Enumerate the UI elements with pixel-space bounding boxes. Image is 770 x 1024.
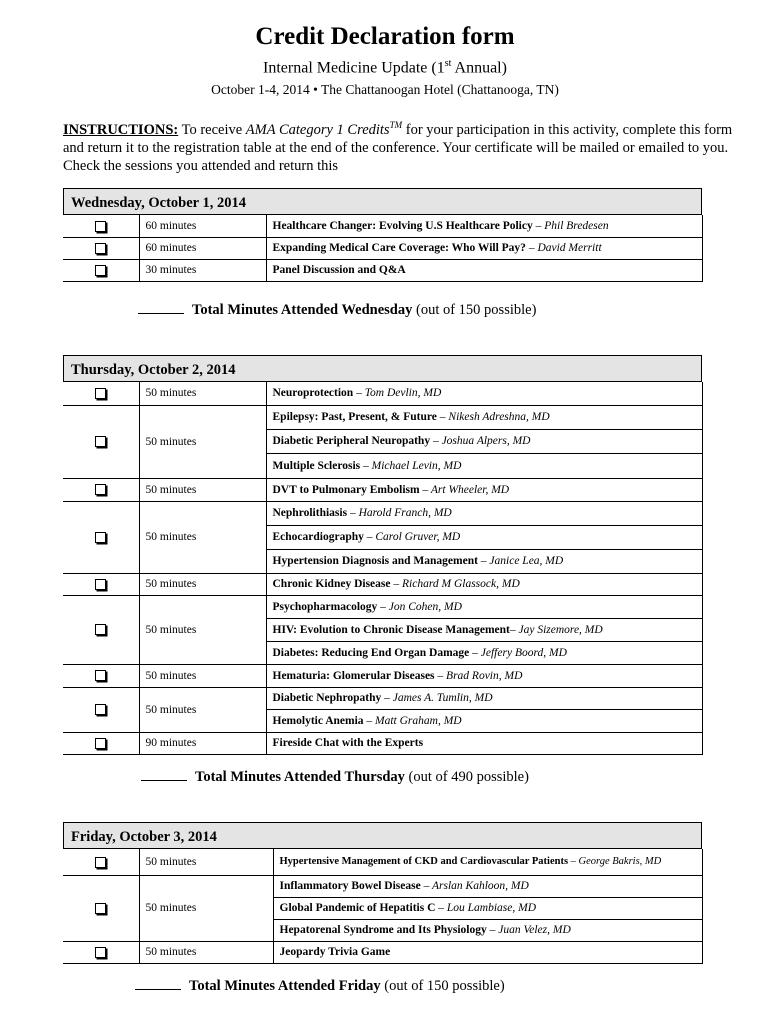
session-minutes: 50 minutes [139, 875, 273, 941]
session-minutes: 50 minutes [139, 687, 266, 732]
total-wednesday-blank[interactable] [138, 301, 184, 314]
session-minutes: 50 minutes [139, 573, 266, 595]
session-title: Echocardiography – Carol Gruver, MD [266, 525, 702, 549]
session-title: HIV: Evolution to Chronic Disease Management– Jay Sizemore, MD [266, 618, 702, 641]
session-minutes: 90 minutes [139, 732, 266, 754]
session-row [63, 259, 702, 281]
session-minutes: 50 minutes [139, 941, 273, 963]
session-minutes: 50 minutes [139, 501, 266, 573]
session-minutes: 50 minutes [139, 595, 266, 664]
session-title: Expanding Medical Care Coverage: Who Will Pay? – David Merritt [266, 237, 702, 259]
instructions-label: INSTRUCTIONS: [63, 121, 179, 138]
total-friday: Total Minutes Attended Friday (out of 150 possible) [135, 977, 505, 995]
event-dateline: October 1-4, 2014 • The Chattanoogan Hotel (Chattanooga, TN) [211, 82, 559, 97]
session-row [63, 237, 702, 259]
session-title: Hemolytic Anemia – Matt Graham, MD [266, 709, 702, 732]
form-subtitle: Internal Medicine Update (1st Annual) [263, 58, 507, 77]
session-row [63, 732, 702, 754]
session-title: DVT to Pulmonary Embolism – Art Wheeler, MD [266, 478, 702, 501]
session-minutes: 50 minutes [139, 849, 273, 875]
session-checkbox[interactable] [95, 857, 106, 868]
session-title: Panel Discussion and Q&A [266, 259, 702, 281]
session-checkbox[interactable] [95, 265, 106, 276]
session-title: Fireside Chat with the Experts [266, 732, 702, 754]
friday-sessions-table [63, 849, 703, 964]
session-checkbox[interactable] [95, 243, 106, 254]
instructions: INSTRUCTIONS: To receive AMA Category 1 Credits™ for your participation in this activity, complete this form and return it to the registration table at the end of the conference. Your certificate will be mailed or emailed to you. Check the sessions you attended and return this [63, 120, 733, 174]
session-checkbox[interactable] [95, 388, 106, 399]
session-checkbox[interactable] [95, 484, 106, 495]
session-row [63, 875, 702, 897]
session-minutes: 60 minutes [139, 237, 266, 259]
session-row [63, 405, 702, 429]
session-minutes: 50 minutes [139, 382, 266, 405]
session-checkbox[interactable] [95, 221, 106, 232]
session-title: Epilepsy: Past, Present, & Future – Nikesh Adreshna, MD [266, 405, 702, 429]
total-wednesday: Total Minutes Attended Wednesday (out of 150 possible) [138, 301, 536, 319]
session-minutes: 60 minutes [139, 215, 266, 237]
session-row [63, 595, 702, 618]
session-title: Chronic Kidney Disease – Richard M Glassock, MD [266, 573, 702, 595]
session-minutes: 50 minutes [139, 478, 266, 501]
session-row [63, 687, 702, 709]
session-row [63, 941, 702, 963]
day-header-thursday: Thursday, October 2, 2014 [63, 355, 702, 382]
session-title: Psychopharmacology – Jon Cohen, MD [266, 595, 702, 618]
day-header-friday: Friday, October 3, 2014 [63, 822, 702, 849]
form-title: Credit Declaration form [255, 23, 515, 50]
session-title: Hepatorenal Syndrome and Its Physiology – Juan Velez, MD [273, 919, 702, 941]
session-title: Healthcare Changer: Evolving U.S Healthcare Policy – Phil Bredesen [266, 215, 702, 237]
session-row [63, 478, 702, 501]
session-title: Diabetic Peripheral Neuropathy – Joshua Alpers, MD [266, 429, 702, 453]
session-row [63, 382, 702, 405]
session-row [63, 501, 702, 525]
session-row [63, 215, 702, 237]
session-row [63, 573, 702, 595]
session-checkbox[interactable] [95, 704, 106, 715]
total-thursday: Total Minutes Attended Thursday (out of 490 possible) [141, 768, 529, 786]
session-checkbox[interactable] [95, 436, 106, 447]
thursday-sessions-table [63, 382, 703, 755]
total-thursday-blank[interactable] [141, 768, 187, 781]
session-title: Multiple Sclerosis – Michael Levin, MD [266, 453, 702, 478]
session-title: Diabetes: Reducing End Organ Damage – Jeffery Boord, MD [266, 641, 702, 664]
day-header-wednesday: Wednesday, October 1, 2014 [63, 188, 702, 215]
session-title: Hematuria: Glomerular Diseases – Brad Rovin, MD [266, 664, 702, 687]
session-checkbox[interactable] [95, 624, 106, 635]
session-title: Nephrolithiasis – Harold Franch, MD [266, 501, 702, 525]
session-checkbox[interactable] [95, 738, 106, 749]
session-row [63, 664, 702, 687]
session-title: Neuroprotection – Tom Devlin, MD [266, 382, 702, 405]
session-title: Global Pandemic of Hepatitis C – Lou Lambiase, MD [273, 897, 702, 919]
session-title: Hypertension Diagnosis and Management – Janice Lea, MD [266, 549, 702, 573]
session-title: Inflammatory Bowel Disease – Arslan Kahloon, MD [273, 875, 702, 897]
wednesday-sessions-table [63, 215, 703, 282]
session-title: Hypertensive Management of CKD and Cardiovascular Patients – George Bakris, MD [273, 849, 702, 875]
session-checkbox[interactable] [95, 947, 106, 958]
session-checkbox[interactable] [95, 579, 106, 590]
session-checkbox[interactable] [95, 670, 106, 681]
session-minutes: 50 minutes [139, 405, 266, 478]
session-title: Diabetic Nephropathy – James A. Tumlin, MD [266, 687, 702, 709]
session-checkbox[interactable] [95, 903, 106, 914]
total-friday-blank[interactable] [135, 977, 181, 990]
session-minutes: 30 minutes [139, 259, 266, 281]
session-minutes: 50 minutes [139, 664, 266, 687]
session-row [63, 849, 702, 875]
session-title: Jeopardy Trivia Game [273, 941, 702, 963]
session-checkbox[interactable] [95, 532, 106, 543]
